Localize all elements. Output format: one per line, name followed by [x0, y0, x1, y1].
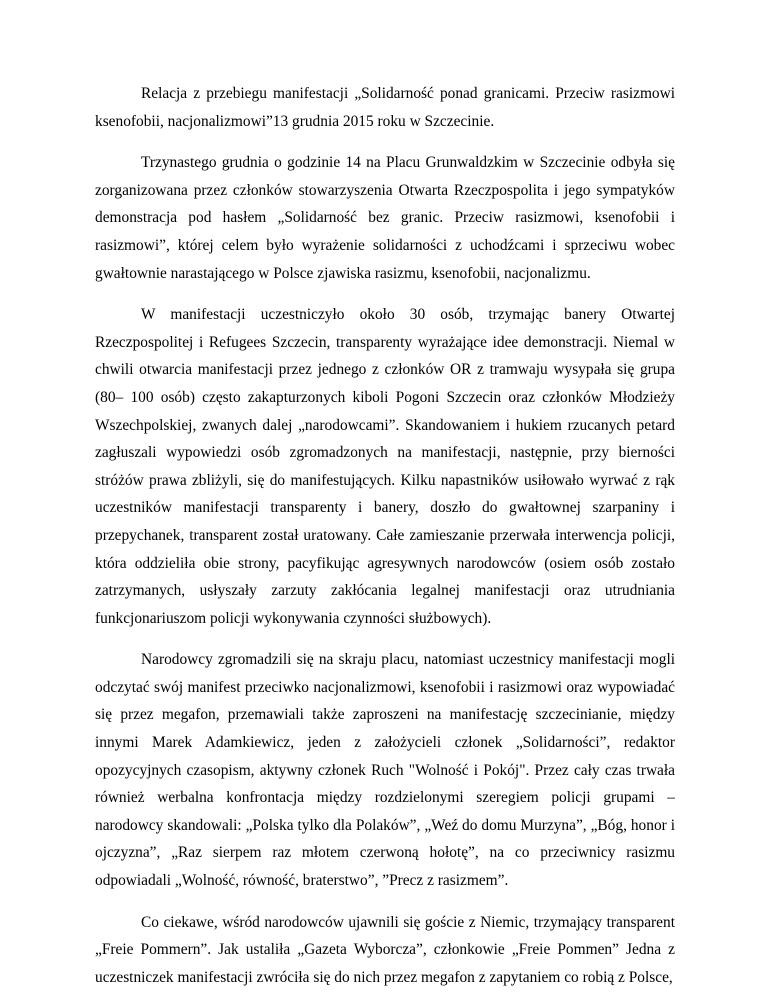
paragraph-title: Relacja z przebiegu manifestacji „Solidarność ponad granicami. Przeciw rasizmowi ksenofobii, nacjonalizmowi”13 grudnia 2015 roku w Szczecinie. — [95, 85, 675, 130]
document-page — [95, 80, 675, 1005]
paragraph-participants: W manifestacji uczestniczyło około 30 osób, trzymając banery Otwartej Rzeczpospolitej i Refugees Szczecin, transparenty wyrażające idee demonstracji. Niemal w chwili otwarcia manifestacji przez jednego z członków OR z tramwaju wysypała się grupa (80– 100 osób) często zakapturzonych kiboli Pogoni Szczecin oraz członków Młodzieży Wszechpolskiej, zwanych dalej „narodowcami”. Skandowaniem i hukiem rzucanych petard zagłuszali wypowiedzi osób zgromadzonych na manifestacji, następnie, przy bierności stróżów prawa zbliżyli, się do manifestujących. Kilku napastników usiłowało wyrwać z rąk uczestników manifestacji transparenty i banery, doszło do gwałtownej szarpaniny i przepychanek, transparent został uratowany. Całe zamieszanie przerwała interwencja policji, która oddzieliła obie strony, pacyfikując agresywnych narodowców (osiem osób zostało zatrzymanych, usłyszały zarzuty zakłócania legalnej manifestacji oraz utrudniania funkcjonariuszom policji wykonywania czynności służbowych). — [95, 306, 675, 627]
paragraph-intro: Trzynastego grudnia o godzinie 14 na Placu Grunwaldzkim w Szczecinie odbyła się zorganizowana przez członków stowarzyszenia Otwarta Rzeczpospolita i jego sympatyków demonstracja pod hasłem „Solidarność bez granic. Przeciw rasizmowi, ksenofobii i rasizmowi”, której celem było wyrażenie solidarności z uchodźcami i sprzeciwu wobec gwałtownie narastającego w Polsce zjawiska rasizmu, ksenofobii, nacjonalizmu. — [95, 154, 675, 282]
paragraph-german-guests: Co ciekawe, wśród narodowców ujawnili się goście z Niemic, trzymający transparent „Freie Pommern”. Jak ustaliła „Gazeta Wyborcza”, członkowie „Freie Pommen” Jedna z uczestniczek manifestacji zwróciła się do nich przez megafon z zapytaniem co robią z Polsce, — [95, 913, 675, 986]
paragraph-confrontation: Narodowcy zgromadzili się na skraju placu, natomiast uczestnicy manifestacji mogli odczytać swój manifest przeciwko nacjonalizmowi, ksenofobii i rasizmowi oraz wypowiadać się przez megafon, przemawiali także zaproszeni na manifestację szczecinianie, między innymi Marek Adamkiewicz, jeden z założycieli członek „Solidarności”, redaktor opozycyjnych czasopism, aktywny członek Ruch "Wolność i Pokój". Przez cały czas trwała również werbalna konfrontacja między rozdzielonymi szeregiem policji grupami – narodowcy skandowali: „Polska tylko dla Polaków”, „Weź do domu Murzyna”, „Bóg, honor i ojczyzna”, „Raz sierpem raz młotem czerwoną hołotę”, na co przeciwnicy rasizmu odpowiadali „Wolność, równość, braterstwo”, ”Precz z rasizmem”. — [95, 651, 675, 890]
